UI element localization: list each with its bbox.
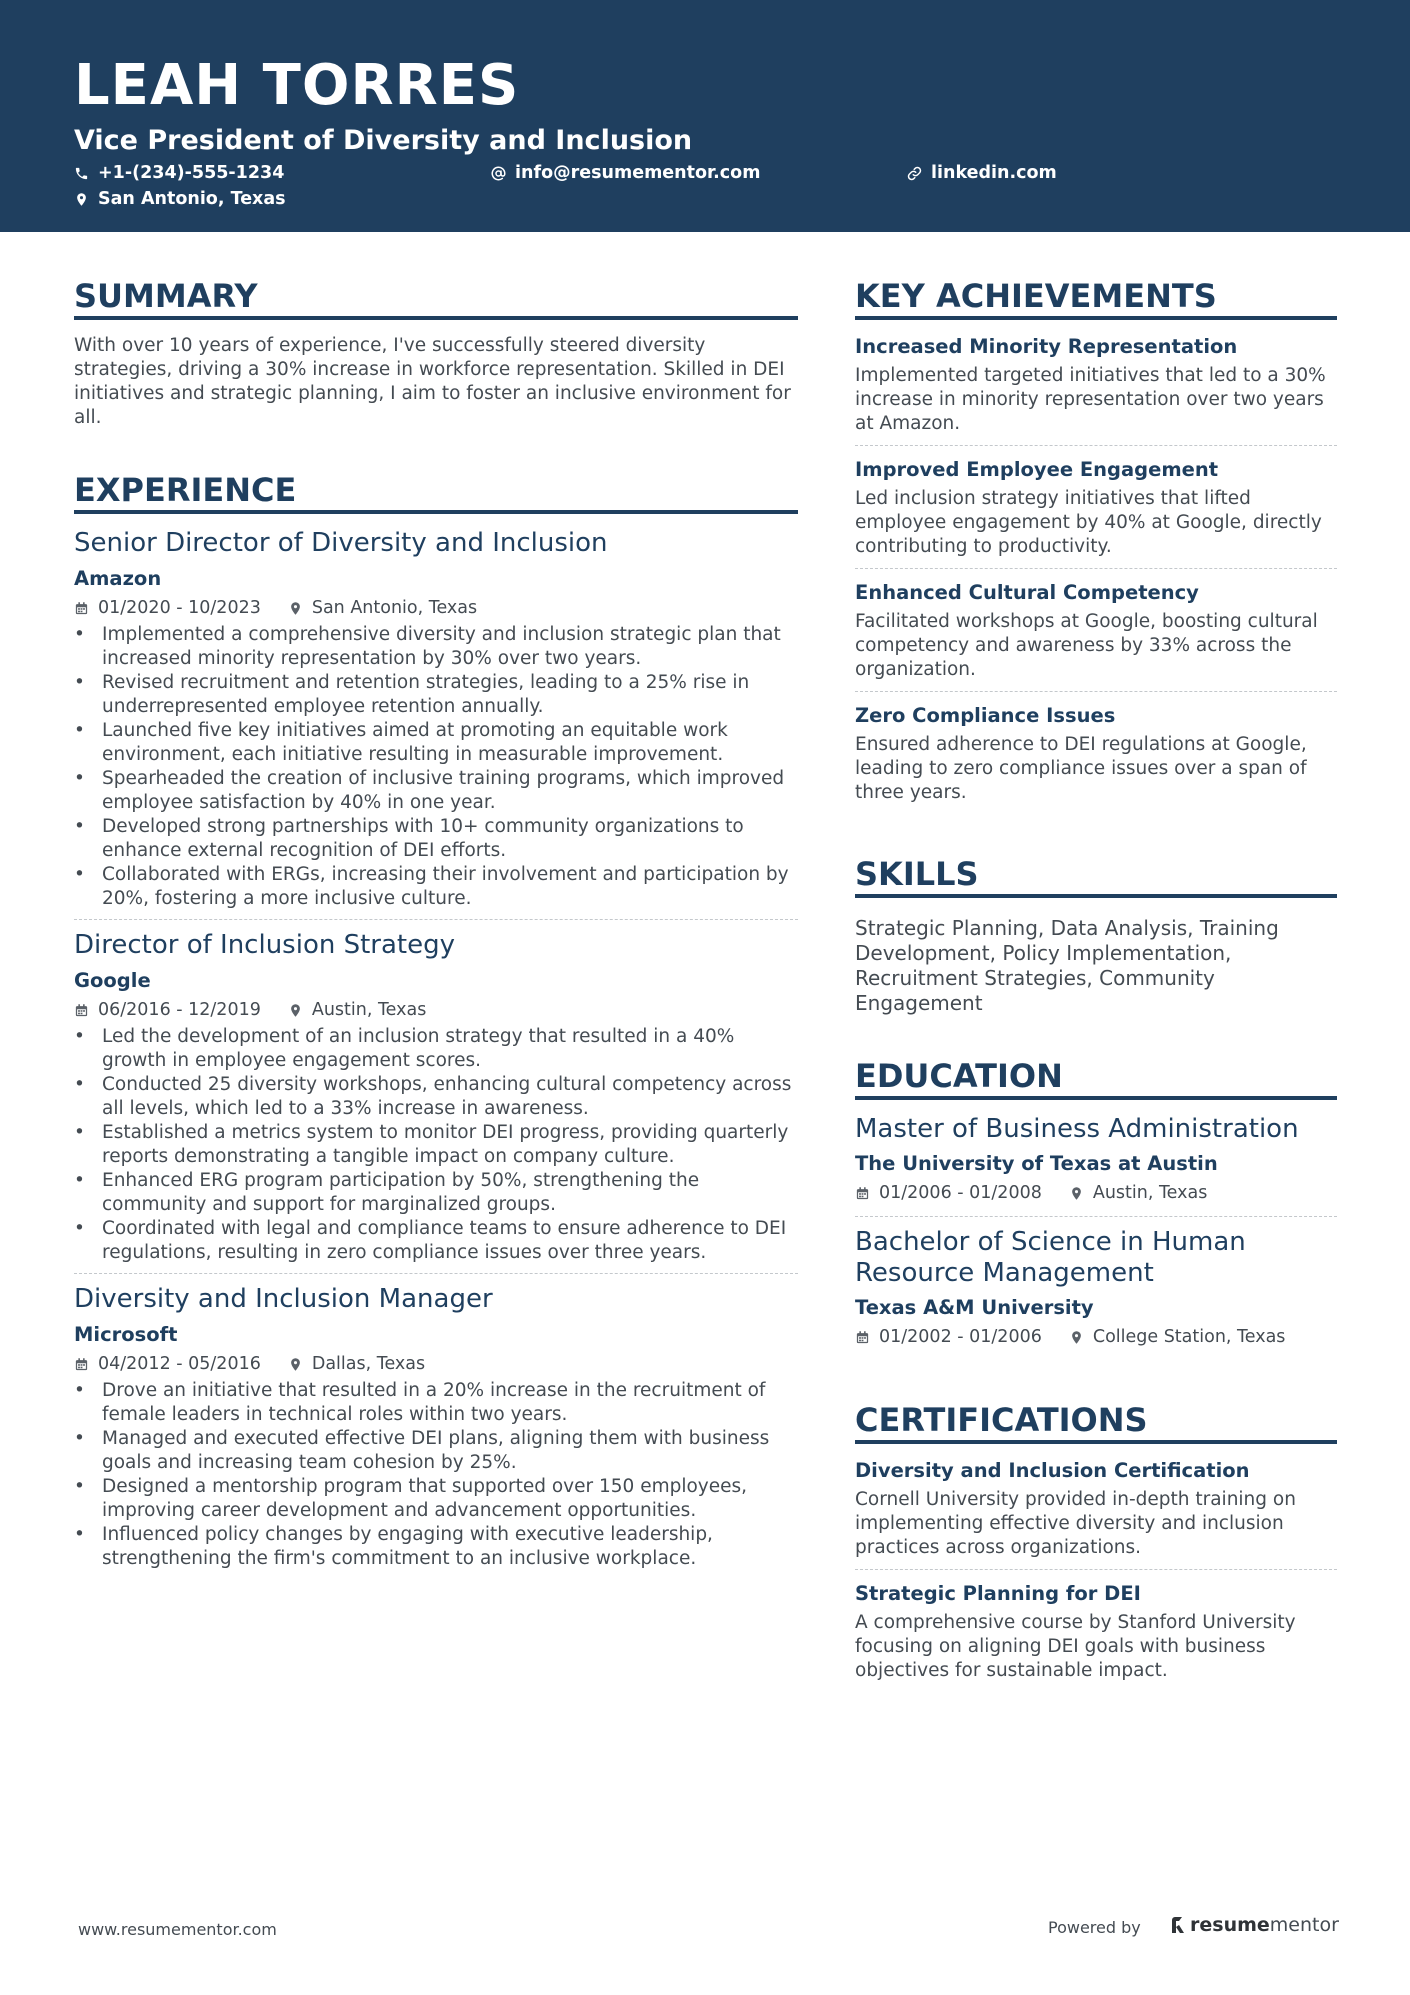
bullet-item: • Launched five key initiatives aimed at promoting an equitable work environment, each initiative resulting in measurable improvement.	[74, 719, 798, 767]
bullet-item: • Developed strong partnerships with 10+ community organizations to enhance external recognition of DEI efforts.	[74, 815, 798, 863]
job-entry	[74, 930, 798, 1274]
location-pin-icon	[288, 1003, 303, 1018]
bullet-item: • Led the development of an inclusion strategy that resulted in a 40% growth in employee engagement scores.	[74, 1025, 798, 1073]
company-name: Amazon	[74, 567, 162, 590]
experience-heading: EXPERIENCE	[74, 474, 798, 514]
job-entry	[74, 528, 798, 920]
achievement-text: Facilitated workshops at Google, boosting cultural competency and awareness by 33% across the organization.	[855, 611, 1318, 680]
achievement-title: Enhanced Cultural Competency	[855, 581, 1199, 604]
job-dates: 06/2016 - 12/2019	[98, 1000, 261, 1020]
candidate-name: LEAH TORRES	[74, 53, 520, 118]
summary-section	[74, 277, 798, 430]
company-name: Google	[74, 969, 151, 992]
bullet-item: • Influenced policy changes by engaging with executive leadership, strengthening the firm's commitment to an inclusive workplace.	[74, 1523, 798, 1571]
job-location: Austin, Texas	[311, 1000, 427, 1020]
achievement-text: Ensured adherence to DEI regulations at Google, leading to zero compliance issues over a span of three years.	[855, 734, 1307, 803]
link-icon	[907, 166, 922, 181]
skills-section	[855, 855, 1337, 1016]
right-column	[855, 277, 1337, 1703]
certification-item	[855, 1581, 1337, 1692]
certification-text: A comprehensive course by Stanford University focusing on aligning DEI goals with business objectives for sustainable impact.	[855, 1612, 1296, 1681]
certifications-section	[855, 1401, 1337, 1692]
bullet-item: • Collaborated with ERGs, increasing their involvement and participation by 20%, fostering a more inclusive culture.	[74, 863, 798, 911]
bullet-item: • Conducted 25 diversity workshops, enhancing cultural competency across all levels, which led to a 33% increase in awareness.	[74, 1073, 798, 1121]
calendar-icon	[855, 1330, 870, 1345]
location-pin-icon	[1069, 1186, 1084, 1201]
bullet-item: • Coordinated with legal and compliance teams to ensure adherence to DEI regulations, resulting in zero compliance issues over three years.	[74, 1217, 798, 1265]
calendar-icon	[74, 1357, 89, 1372]
location-text: San Antonio, Texas	[98, 189, 286, 209]
certification-title: Diversity and Inclusion Certification	[855, 1459, 1250, 1482]
contact-email[interactable]	[491, 165, 760, 183]
certification-text: Cornell University provided in-depth training on implementing effective diversity and inclusion practices across organizations.	[855, 1489, 1296, 1558]
education-meta	[855, 1182, 1337, 1204]
phone-text: +1-(234)-555-1234	[98, 163, 285, 183]
bullet-item: • Drove an initiative that resulted in a 20% increase in the recruitment of female leaders in technical roles within two years.	[74, 1379, 798, 1427]
job-meta	[74, 1353, 798, 1375]
experience-section	[74, 471, 798, 1579]
achievement-item	[855, 334, 1337, 446]
achievement-text: Led inclusion strategy initiatives that lifted employee engagement by 40% at Google, directly contributing to productivity.	[855, 488, 1322, 557]
job-location: San Antonio, Texas	[311, 598, 478, 618]
calendar-icon	[855, 1186, 870, 1201]
achievement-item	[855, 580, 1337, 692]
skills-heading: SKILLS	[855, 858, 1337, 898]
summary-text: With over 10 years of experience, I've successfully steered diversity strategies, driving a 30% increase in workforce representation. Skilled in DEI initiatives and strategic planning, I aim to foster an inclusive environment for all.	[74, 335, 791, 428]
school-name: Texas A&M University	[855, 1296, 1094, 1319]
calendar-icon	[74, 1003, 89, 1018]
education-item	[855, 1114, 1337, 1217]
achievements-heading: KEY ACHIEVEMENTS	[855, 280, 1337, 320]
bullet-item: • Designed a mentorship program that supported over 150 employees, improving career development and advancement opportunities.	[74, 1475, 798, 1523]
company-name: Microsoft	[74, 1323, 178, 1346]
job-bullets	[74, 1025, 798, 1265]
contact-location	[74, 191, 286, 209]
contact-phone[interactable]	[74, 165, 284, 183]
location-pin-icon	[288, 1357, 303, 1372]
achievement-item	[855, 703, 1337, 814]
education-dates: 01/2006 - 01/2008	[879, 1183, 1042, 1203]
education-item	[855, 1227, 1337, 1360]
achievement-title: Zero Compliance Issues	[855, 704, 1116, 727]
location-pin-icon	[74, 192, 89, 207]
school-name: The University of Texas at Austin	[855, 1152, 1218, 1175]
bullet-item: • Revised recruitment and retention strategies, leading to a 25% rise in underrepresented employee retention annually.	[74, 671, 798, 719]
degree-title: Bachelor of Science in Human Resource Management	[855, 1227, 1246, 1288]
job-location: Dallas, Texas	[311, 1354, 426, 1374]
education-section	[855, 1057, 1337, 1360]
achievements-section	[855, 277, 1337, 814]
education-meta	[855, 1326, 1337, 1348]
bullet-item: • Spearheaded the creation of inclusive training programs, which improved employee satisfaction by 40% in one year.	[74, 767, 798, 815]
resume-header	[0, 0, 1410, 232]
bullet-item: • Implemented a comprehensive diversity and inclusion strategic plan that increased minority representation by 30% over two years.	[74, 623, 798, 671]
achievement-text: Implemented targeted initiatives that led to a 30% increase in minority representation over two years at Amazon.	[855, 365, 1326, 434]
education-location: College Station, Texas	[1092, 1327, 1286, 1347]
education-heading: EDUCATION	[855, 1060, 1337, 1100]
footer-website[interactable]: www.resumementor.com	[78, 1920, 277, 1939]
job-meta	[74, 999, 798, 1021]
left-column	[74, 277, 798, 1589]
brand-logo-icon	[1170, 1916, 1186, 1934]
certifications-heading: CERTIFICATIONS	[855, 1404, 1337, 1444]
location-pin-icon	[1069, 1330, 1084, 1345]
brand-name-strong: resume	[1190, 1914, 1270, 1936]
footer-powered-by: Powered by	[1048, 1918, 1141, 1937]
at-sign-icon	[491, 166, 506, 181]
brand-name-light: mentor	[1269, 1914, 1339, 1936]
bullet-item: • Established a metrics system to monitor DEI progress, providing quarterly reports demonstrating a tangible impact on company culture.	[74, 1121, 798, 1169]
achievement-title: Improved Employee Engagement	[855, 458, 1219, 481]
location-pin-icon	[288, 601, 303, 616]
bullet-item: • Managed and executed effective DEI plans, aligning them with business goals and increasing team cohesion by 25%.	[74, 1427, 798, 1475]
calendar-icon	[74, 601, 89, 616]
achievement-title: Increased Minority Representation	[855, 335, 1238, 358]
linkedin-text: linkedin.com	[931, 163, 1057, 183]
job-title: Senior Director of Diversity and Inclusion	[74, 528, 608, 558]
certification-item	[855, 1458, 1337, 1570]
job-meta	[74, 597, 798, 619]
job-title: Director of Inclusion Strategy	[74, 930, 455, 960]
degree-title: Master of Business Administration	[855, 1114, 1299, 1144]
certification-title: Strategic Planning for DEI	[855, 1582, 1141, 1605]
bullet-item: • Enhanced ERG program participation by 50%, strengthening the community and support for marginalized groups.	[74, 1169, 798, 1217]
job-bullets	[74, 1379, 798, 1571]
education-location: Austin, Texas	[1092, 1183, 1208, 1203]
footer-brand-logo[interactable]	[1170, 1914, 1339, 1936]
contact-linkedin[interactable]	[907, 165, 1057, 183]
phone-icon	[74, 166, 89, 181]
candidate-title: Vice President of Diversity and Inclusion	[74, 125, 693, 156]
education-dates: 01/2002 - 01/2006	[879, 1327, 1042, 1347]
job-title: Diversity and Inclusion Manager	[74, 1284, 493, 1314]
job-dates: 01/2020 - 10/2023	[98, 598, 261, 618]
skills-list: Strategic Planning, Data Analysis, Training Development, Policy Implementation, Recruitment Strategies, Community Engagement	[855, 916, 1279, 1015]
job-dates: 04/2012 - 05/2016	[98, 1354, 261, 1374]
job-entry	[74, 1284, 798, 1579]
job-bullets	[74, 623, 798, 911]
email-text: info@resumementor.com	[515, 163, 761, 183]
summary-heading: SUMMARY	[74, 280, 798, 320]
achievement-item	[855, 457, 1337, 569]
